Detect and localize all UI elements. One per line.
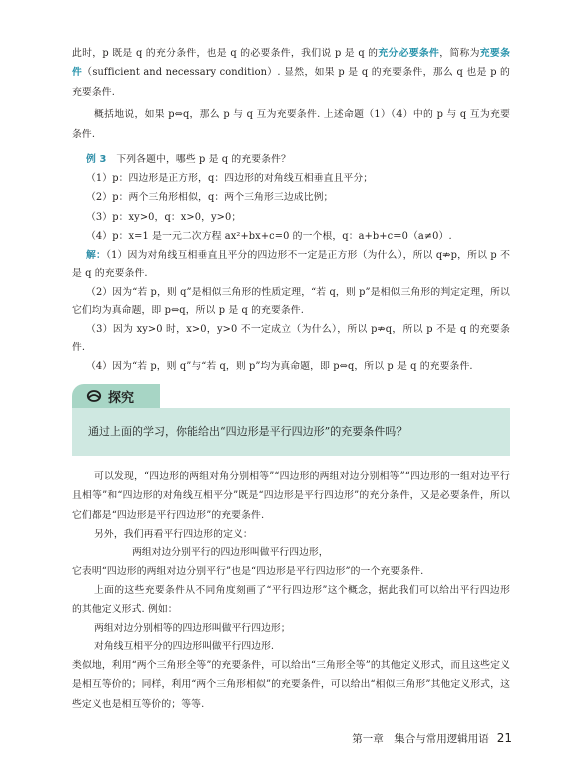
- solution-4: （4）因为“若 p，则 q”与“若 q，则 p”均为真命题，即 p⇔q，所以 p 是 q 的充要条件.: [86, 360, 473, 372]
- paragraph-definition-intro: 另外，我们再看平行四边形的定义：: [94, 529, 253, 541]
- explore-box: [72, 384, 510, 456]
- example-item: （1）p：四边形是正方形，q：四边形的对角线互相垂直且平分；: [86, 173, 374, 185]
- example-label: 例 3: [86, 153, 107, 165]
- solution-3: （3）因为 xy>0 时，x>0，y>0 不一定成立（为什么），所以 p⇏q，所以 p 不是 q 的充要条件.: [72, 323, 510, 354]
- paragraph-meaning: 它表明“四边形的两组对边分别平行”也是“四边形是平行四边形”的一个充要条件.: [72, 566, 424, 578]
- example-item: （4）p：x=1 是一元二次方程 ax²+bx+c=0 的一个根，q：a+b+c=0（a≠0）.: [86, 231, 452, 242]
- paragraph-definition: 此时，p 既是 q 的充分条件，也是 q 的必要条件，我们说 p 是 q 的充分必要条件，简称为充要条件（sufficient and necessary condition）. 显然，如果 p 是 q 的充要条件，那么 q 也是 p 的充要条件.: [72, 47, 510, 98]
- solution-1: 解：（1）因为对角线互相垂直且平分的四边形不一定是正方形（为什么），所以 q⇏p，所以 p 不是 q 的充要条件.: [72, 249, 511, 280]
- explore-title: 探究: [108, 391, 135, 407]
- explore-icon: [86, 388, 102, 404]
- example-header: 例 3 下列各题中，哪些 p 是 q 的充要条件？: [86, 153, 291, 165]
- page-number: 21: [496, 731, 512, 745]
- paragraph-other-definitions: 上面的这些充要条件从不同角度刻画了“平行四边形”这个概念，据此我们可以给出平行四边形的其他定义形式. 例如：: [72, 585, 510, 616]
- example-item: （2）p：两个三角形相似，q：两个三角形三边成比例；: [86, 192, 334, 204]
- paragraph-similar: 类似地，利用“两个三角形全等”的充要条件，可以给出“三角形全等”的其他定义形式，而且这些定义是相互等价的；同样，利用“两个三角形相似”的充要条件，可以给出“相似三角形”其他定义形式，这些定义也是相互等价的；等等.: [72, 660, 510, 710]
- paragraph-summary: 概括地说，如果 p⇔q，那么 p 与 q 互为充要条件. 上述命题（1）（4）中的 p 与 q 互为充要条件.: [72, 109, 510, 140]
- example-block: [86, 150, 510, 247]
- explore-question: 通过上面的学习，你能给出“四边形是平行四边形”的充要条件吗？: [88, 425, 408, 439]
- example-item: （3）p：xy>0，q：x>0，y>0；: [86, 211, 242, 223]
- page-footer: [352, 731, 512, 746]
- definition-parallelogram: 两组对边分别平行的四边形叫做平行四边形，: [132, 547, 329, 559]
- solution-label: 解：: [86, 249, 107, 261]
- chapter-title: 第一章 集合与常用逻辑用语: [352, 733, 489, 745]
- solution-2: （2）因为“若 p，则 q”是相似三角形的性质定理，“若 q，则 p”是相似三角形的判定定理，所以它们均为真命题，即 p⇔q，所以 p 是 q 的充要条件.: [72, 286, 510, 317]
- alternate-definition-1: 两组对边分别相等的四边形叫做平行四边形；: [94, 623, 291, 635]
- term-chongyao: 充要条件: [72, 47, 510, 79]
- alternate-definition-2: 对角线互相平分的四边形叫做平行四边形.: [94, 641, 275, 653]
- paragraph-discovery: 可以发现，“四边形的两组对角分别相等”“四边形的两组对边分别相等”“四边形的一组对边平行且相等”和“四边形的对角线互相平分”既是“四边形是平行四边形”的充分条件，又是必要条件，所以它们都是“四边形是平行四边形”的充要条件.: [72, 471, 510, 521]
- term-sufficient-necessary: 充分必要条件: [378, 47, 440, 59]
